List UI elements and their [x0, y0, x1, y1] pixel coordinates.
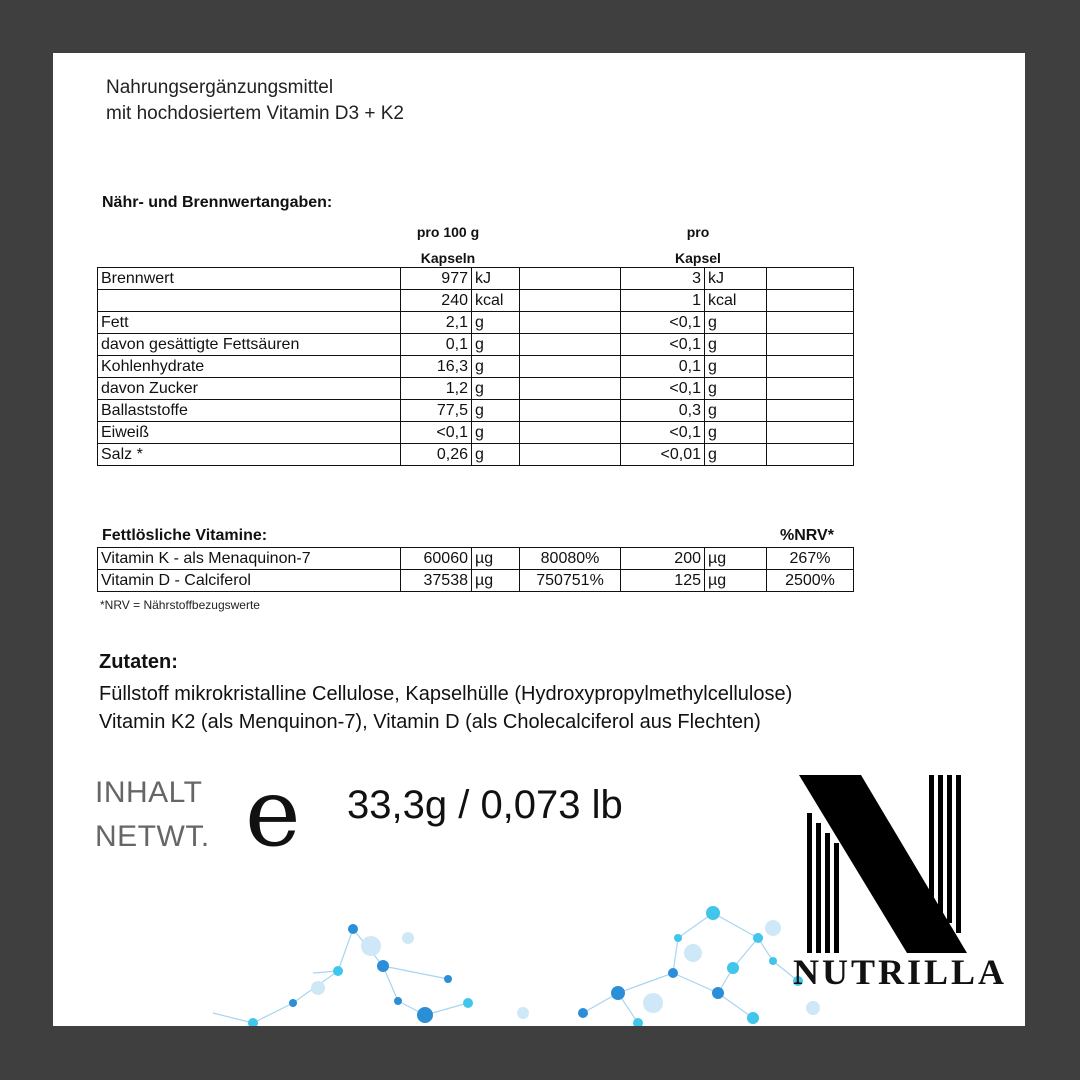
per-capsule-value: 1: [621, 290, 705, 312]
per-capsule-unit: kJ: [705, 268, 767, 290]
subtitle-line-2: mit hochdosiertem Vitamin D3 + K2: [106, 103, 404, 124]
per-100g-unit: µg: [472, 570, 520, 592]
nrv-value: [767, 356, 854, 378]
vitamin-label: Vitamin K - als Menaquinon-7: [98, 548, 401, 570]
nutrition-row: [98, 400, 854, 422]
per-100g-value: 77,5: [401, 400, 472, 422]
per-100g-percent: [520, 400, 621, 422]
nutrients-label: Brennwert: [98, 268, 401, 290]
per-100g-unit: g: [472, 400, 520, 422]
nutrients-label: Eiweiß: [98, 422, 401, 444]
per-capsule-unit: g: [705, 400, 767, 422]
net-weight-label: [95, 771, 210, 859]
nutrition-title: Nähr- und Brennwertangaben:: [102, 194, 333, 211]
ingredients-line-1: Füllstoff mikrokristalline Cellulose, Kapselhülle (Hydroxypropylmethylcellulose): [99, 683, 793, 705]
per-capsule-value: 0,1: [621, 356, 705, 378]
nutrilla-logo-icon: [795, 775, 971, 953]
per-capsule-value: <0,01: [621, 444, 705, 466]
vitamins-table: [97, 547, 854, 592]
vitamin-row: [98, 570, 854, 592]
per-100g-unit: g: [472, 378, 520, 400]
per-capsule-unit: kcal: [705, 290, 767, 312]
per-capsule-value: 125: [621, 570, 705, 592]
nrv-value: [767, 334, 854, 356]
per-100g-unit: µg: [472, 548, 520, 570]
estimated-sign-icon: e: [245, 759, 301, 868]
per-capsule-unit: g: [705, 444, 767, 466]
vitamins-title: Fettlösliche Vitamine:: [102, 527, 268, 544]
col-header-per-capsule: pro Kapsel: [675, 224, 721, 266]
per-100g-value: <0,1: [401, 422, 472, 444]
nrv-value: 267%: [767, 548, 854, 570]
per-100g-unit: g: [472, 422, 520, 444]
per-capsule-unit: g: [705, 422, 767, 444]
nrv-value: [767, 378, 854, 400]
per-capsule-unit: g: [705, 378, 767, 400]
nrv-value: [767, 268, 854, 290]
product-subtitle: [106, 75, 404, 127]
per-100g-value: 240: [401, 290, 472, 312]
nrv-value: [767, 400, 854, 422]
per-capsule-unit: g: [705, 356, 767, 378]
per-100g-percent: [520, 334, 621, 356]
per-capsule-unit: g: [705, 334, 767, 356]
per-100g-percent: [520, 422, 621, 444]
nutrition-row: [98, 422, 854, 444]
nrv-value: 2500%: [767, 570, 854, 592]
nutrition-row: [98, 444, 854, 466]
nutrients-label: Salz *: [98, 444, 401, 466]
per-100g-percent: [520, 290, 621, 312]
per-100g-nrv-percent: 80080%: [520, 548, 621, 570]
per-100g-nrv-percent: 750751%: [520, 570, 621, 592]
per-capsule-value: 200: [621, 548, 705, 570]
per-100g-percent: [520, 356, 621, 378]
nrv-value: [767, 312, 854, 334]
nutrients-label: Kohlenhydrate: [98, 356, 401, 378]
per-100g-value: 0,26: [401, 444, 472, 466]
per-capsule-value: <0,1: [621, 334, 705, 356]
per-capsule-unit: µg: [705, 570, 767, 592]
per-100g-value: 16,3: [401, 356, 472, 378]
col-header-per-100g: pro 100 g Kapseln: [416, 224, 480, 266]
nutrition-table: [97, 267, 854, 466]
nrv-header: %NRV*: [780, 527, 834, 544]
per-100g-unit: kJ: [472, 268, 520, 290]
vitamin-row: [98, 548, 854, 570]
per-capsule-unit: µg: [705, 548, 767, 570]
per-capsule-value: 0,3: [621, 400, 705, 422]
ingredients-line-2: Vitamin K2 (als Menquinon-7), Vitamin D (als Cholecalciferol aus Flechten): [99, 711, 761, 733]
per-100g-value: 1,2: [401, 378, 472, 400]
ingredients-title: Zutaten:: [99, 651, 178, 673]
per-100g-percent: [520, 378, 621, 400]
nutrition-row: [98, 356, 854, 378]
ingredients-text: [99, 680, 1009, 736]
per-100g-value: 2,1: [401, 312, 472, 334]
per-100g-unit: g: [472, 312, 520, 334]
per-capsule-value: <0,1: [621, 422, 705, 444]
per-capsule-value: <0,1: [621, 378, 705, 400]
nutrition-row: [98, 312, 854, 334]
per-capsule-value: <0,1: [621, 312, 705, 334]
nrv-value: [767, 290, 854, 312]
per-100g-value: 60060: [401, 548, 472, 570]
product-label-card: [53, 53, 1025, 1026]
nutrition-row: [98, 290, 854, 312]
net-weight-amount: 33,3g / 0,073 lb: [347, 783, 623, 827]
per-100g-value: 0,1: [401, 334, 472, 356]
nutrients-label: davon Zucker: [98, 378, 401, 400]
net-weight-label-en: NETWT.: [95, 820, 210, 853]
vitamin-label: Vitamin D - Calciferol: [98, 570, 401, 592]
nutrition-row: [98, 334, 854, 356]
brand-name: NUTRILLA: [793, 952, 1008, 992]
nutrients-label: Fett: [98, 312, 401, 334]
nutrients-label: Ballaststoffe: [98, 400, 401, 422]
per-100g-percent: [520, 444, 621, 466]
nutrition-row: [98, 378, 854, 400]
subtitle-line-1: Nahrungsergänzungsmittel: [106, 77, 334, 98]
nutrients-label: davon gesättigte Fettsäuren: [98, 334, 401, 356]
per-capsule-value: 3: [621, 268, 705, 290]
per-100g-unit: kcal: [472, 290, 520, 312]
per-100g-value: 37538: [401, 570, 472, 592]
per-100g-unit: g: [472, 444, 520, 466]
nrv-footnote: *NRV = Nährstoffbezugswerte: [100, 598, 260, 612]
nrv-value: [767, 422, 854, 444]
per-100g-percent: [520, 268, 621, 290]
per-capsule-unit: g: [705, 312, 767, 334]
nrv-value: [767, 444, 854, 466]
nutrition-row: [98, 268, 854, 290]
nutrients-label: [98, 290, 401, 312]
net-weight-label-de: INHALT: [95, 776, 203, 809]
per-100g-value: 977: [401, 268, 472, 290]
per-100g-percent: [520, 312, 621, 334]
per-100g-unit: g: [472, 356, 520, 378]
per-100g-unit: g: [472, 334, 520, 356]
